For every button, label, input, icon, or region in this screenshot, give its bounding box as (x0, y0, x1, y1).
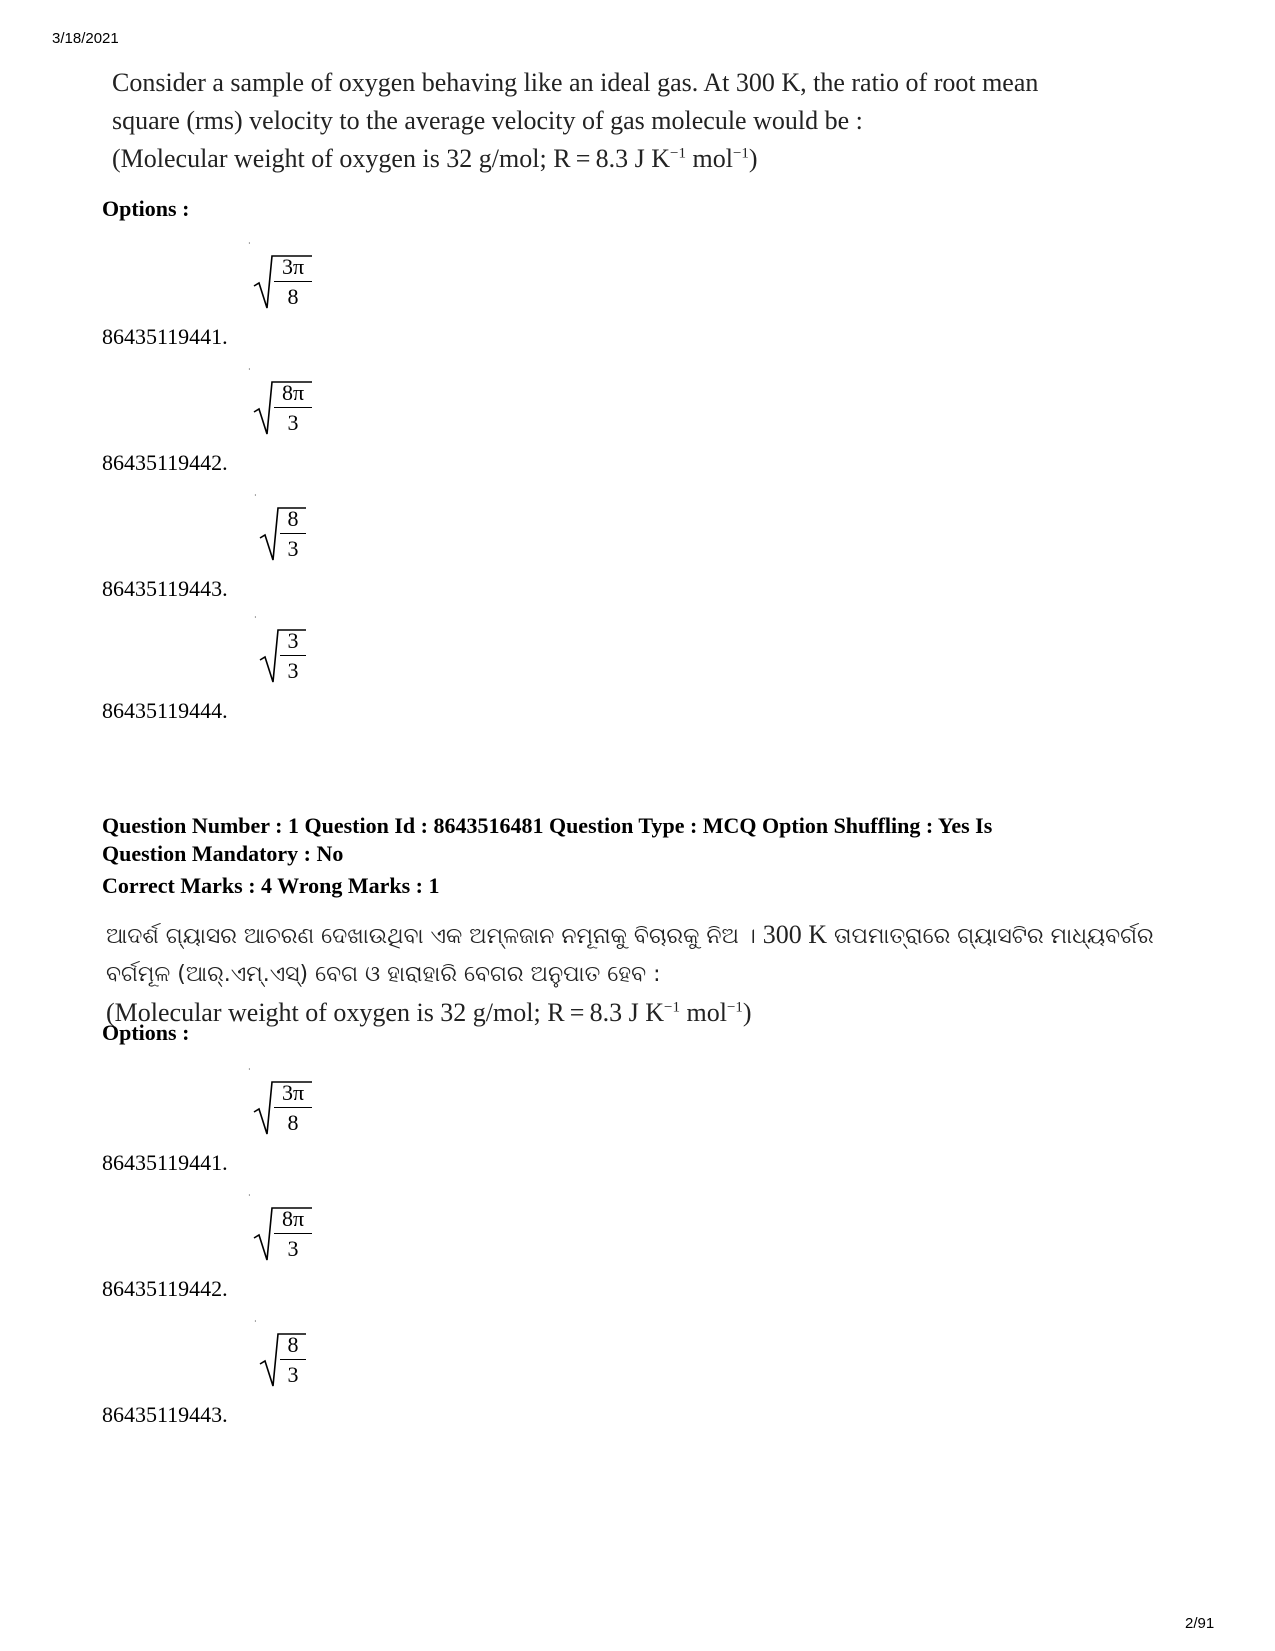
sqrt-fraction (258, 626, 320, 686)
question-text (112, 64, 1038, 178)
denominator: 3 (287, 410, 299, 435)
sqrt-fraction (252, 1078, 314, 1138)
question-meta-line: Question Mandatory : No (102, 841, 344, 866)
option-item[interactable]: · $\frac{8}{3}$ 86435119443. (102, 1318, 502, 1428)
options-label: Options : (102, 1020, 190, 1045)
numerator: 8 (280, 1332, 306, 1360)
denominator: 3 (287, 658, 299, 683)
option-item[interactable]: · $\frac{3\pi}{8}$ 86435119441. (102, 1066, 502, 1176)
option-id: 86435119443. (102, 1402, 228, 1427)
page-date: 3/18/2021 (52, 30, 119, 47)
option-item[interactable]: · $\frac{3\pi}{8}$ 86435119441. (102, 240, 502, 350)
option-id: 86435119443. (102, 576, 228, 601)
question-line: Consider a sample of oxygen behaving like an ideal gas. At 300 K, the ratio of root mean (112, 68, 1039, 97)
marks-line: Correct Marks : 4 Wrong Marks : 1 (102, 873, 440, 898)
option-item[interactable]: · $\frac{8\pi}{3}$ 86435119442. (102, 366, 502, 476)
option-item[interactable]: · $\frac{8\pi}{3}$ 86435119442. (102, 1192, 502, 1302)
sqrt-fraction (252, 1204, 314, 1264)
denominator: 3 (287, 536, 299, 561)
sqrt-fraction (252, 252, 314, 312)
numerator: 3 (280, 628, 306, 656)
numerator: 3π (274, 254, 312, 282)
given-data-line: (Molecular weight of oxygen is 32 g/mol; R = 8.3 J $K^{-1}$ mol$^{-1}$) (112, 144, 758, 173)
given-data-line: (Molecular weight of oxygen is 32 g/mol; R = 8.3 J $K^{-1}$ mol$^{-1}$) (106, 998, 752, 1027)
numerator: 3π (274, 1080, 312, 1108)
question-line: ବର୍ଗମୂଳ (ଆର୍.ଏମ୍.ଏସ୍) ବେଗ ଓ ହାରାହାରି ବେଗର ଅନୁପାତ ହେବ : (106, 962, 661, 987)
numerator: 8π (274, 380, 312, 408)
option-id: 86435119442. (102, 450, 228, 475)
option-id: 86435119442. (102, 1276, 228, 1301)
sqrt-fraction (252, 378, 314, 438)
question-text-odia (106, 916, 1154, 1032)
sqrt-fraction (258, 504, 320, 564)
option-id: 86435119441. (102, 324, 228, 349)
question-line: square (rms) velocity to the average velocity of gas molecule would be : (112, 106, 863, 135)
options-label: Options : (102, 196, 190, 221)
question-meta (102, 812, 992, 868)
question-meta-line: Question Number : 1 Question Id : 8643516481 Question Type : MCQ Option Shuffling : Yes Is (102, 813, 993, 838)
denominator: 3 (287, 1362, 299, 1387)
denominator: 8 (287, 284, 299, 309)
page-number: 2/91 (1185, 1615, 1215, 1632)
option-id: 86435119441. (102, 1150, 228, 1175)
numerator: 8π (274, 1206, 312, 1234)
option-item[interactable]: · $\frac{3}{3}$ 86435119444. (102, 614, 502, 724)
denominator: 3 (287, 1236, 299, 1261)
question-line: ଆଦର୍ଶ ଗ୍ୟାସର ଆଚରଣ ଦେଖାଉଥିବା ଏକ ଅମ୍ଳଜାନ ନମୂନାକୁ ବିଚାରକୁ ନିଅ । 300 K ତାପମାତ୍ରାରେ ଗ୍ୟାସଟିର ମାଧ୍ୟବର୍ଗର (106, 920, 1154, 949)
option-item[interactable]: · $\frac{8}{3}$ 86435119443. (102, 492, 502, 602)
option-id: 86435119444. (102, 698, 228, 723)
sqrt-fraction (258, 1330, 320, 1390)
denominator: 8 (287, 1110, 299, 1135)
numerator: 8 (280, 506, 306, 534)
